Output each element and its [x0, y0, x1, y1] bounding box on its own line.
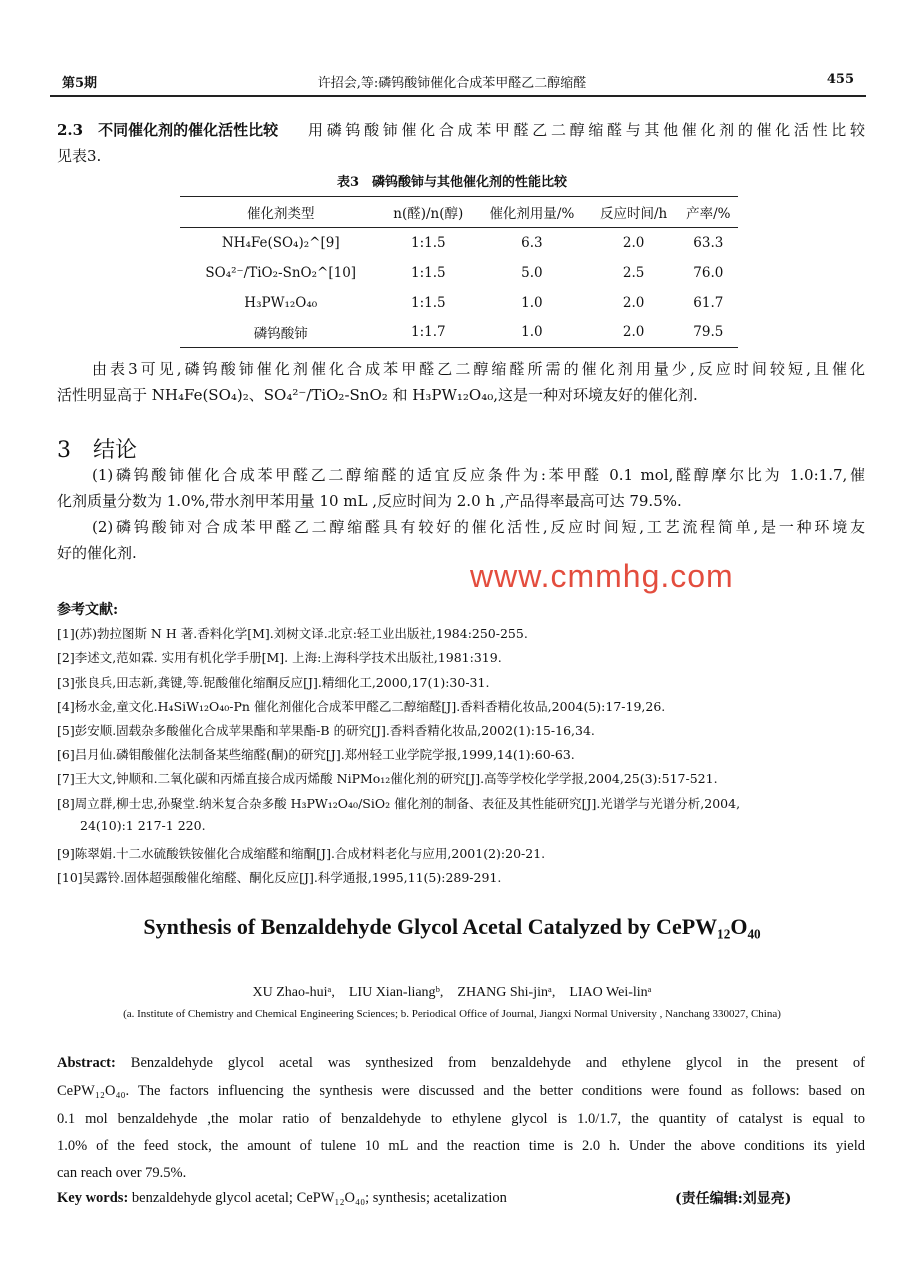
table-row	[180, 228, 738, 258]
references-heading: 参考文献:	[57, 602, 119, 618]
table-row	[180, 288, 738, 318]
table-header-row	[180, 197, 738, 228]
abstract-line: 0.1 mol benzaldehyde ,the molar ratio of benzaldehyde to ethylene glycol is 1.0/1.7, the quantity of catalyst is equal to	[57, 1111, 865, 1127]
table-cell: 1:1.5	[410, 294, 446, 311]
table-cell: 6.3	[521, 234, 543, 251]
conclusion-text: 化剂质量分数为 1.0%,带水剂甲苯用量 10 mL ,反应时间为 2.0 h ,产品得率最高可达 79.5%.	[57, 492, 682, 510]
table-cell: 5.0	[521, 264, 543, 281]
table-cell: 61.7	[693, 294, 724, 311]
table-cell: 磷钨酸铈	[253, 326, 308, 343]
table-cell: H₃PW₁₂O₄₀	[244, 294, 318, 311]
discussion-text: 由表3可见,磷钨酸铈催化剂催化合成苯甲醛乙二醇缩醛所需的催化剂用量少,反应时间较短,且催化	[92, 360, 865, 378]
section-2-3-text: 见表3.	[57, 147, 102, 165]
reference-item: [3]张良兵,田志新,龚键,等.铌酸催化缩酮反应[J].精细化工,2000,17(1):30-31.	[57, 675, 490, 690]
issue-number: 第5期	[62, 76, 98, 91]
abstract-line	[57, 1055, 865, 1072]
table-cell: 1.0	[521, 294, 543, 311]
abstract-line: can reach over 79.5%.	[57, 1165, 187, 1181]
english-title: Synthesis of Benzaldehyde Glycol Acetal Catalyzed by CePW₁₂O₄₀	[143, 914, 761, 939]
conclusion-text: 好的催化剂.	[57, 544, 137, 562]
discussion-text: 活性明显高于 NH₄Fe(SO₄)₂、SO₄²⁻/TiO₂-SnO₂ 和 H₃PW₁₂O₄₀,这是一种对环境友好的催化剂.	[57, 386, 698, 404]
table-cell: SO₄²⁻/TiO₂-SnO₂^[10]	[205, 264, 357, 281]
reference-item: [4]杨水金,童文化.H₄SiW₁₂O₄₀-Pn 催化剂催化合成苯甲醛乙二醇缩醛[J].香料香精化妆品,2004(5):17-19,26.	[57, 699, 666, 714]
reference-item: [5]彭安顺.固载杂多酸催化合成苹果酯和苹果酯-B 的研究[J].香料香精化妆品,2002(1):15-16,34.	[57, 723, 595, 738]
english-affiliation: (a. Institute of Chemistry and Chemical Engineering Sciences; b. Periodical Office of Journal, Jiangxi Normal University , Nanchang 330027, China)	[123, 1008, 781, 1020]
table-cell: NH₄Fe(SO₄)₂^[9]	[221, 234, 340, 251]
table-cell: 2.5	[622, 264, 645, 281]
reference-item: [10]吴露铃.固体超强酸催化缩醛、酮化反应[J].科学通报,1995,11(5):289-291.	[57, 870, 502, 885]
table-cell: 1:1.5	[410, 234, 446, 251]
section-3-heading: 3 结论	[57, 438, 137, 463]
running-title: 许招会,等:磷钨酸铈催化合成苯甲醛乙二醇缩醛	[317, 76, 587, 91]
reference-item: [9]陈翠娟.十二水硫酸铁铵催化合成缩醛和缩酮[J].合成材料老化与应用,2001(2):20-21.	[57, 846, 546, 861]
column-header: 产率/%	[686, 206, 731, 222]
abstract-label: Abstract:	[57, 1055, 116, 1071]
table-cell: 76.0	[693, 264, 724, 281]
table-row	[180, 318, 738, 348]
column-header: n(醛)/n(醇)	[393, 206, 464, 222]
table-row	[180, 258, 738, 288]
column-header: 反应时间/h	[600, 206, 668, 222]
table-cell: 1.0	[521, 324, 543, 341]
abstract-text: Benzaldehyde glycol acetal was synthesized from benzaldehyde and ethylene glycol in the present of	[130, 1055, 865, 1071]
table-cell: 1:1.5	[410, 264, 446, 281]
table-caption: 表3 磷钨酸铈与其他催化剂的性能比较	[336, 175, 568, 190]
page-number: 455	[826, 72, 854, 87]
reference-item: 24(10):1 217-1 220.	[80, 818, 206, 833]
editor-note: (责任编辑:刘显亮)	[675, 1191, 792, 1207]
table-cell: 2.0	[622, 294, 645, 311]
column-header: 催化剂类型	[246, 206, 315, 222]
keywords-label: Key words:	[57, 1190, 129, 1206]
conclusion-text: (1)磷钨酸铈催化合成苯甲醛乙二醇缩醛的适宜反应条件为:苯甲醛 0.1 mol,醛醇摩尔比为 1.0:1.7,催	[92, 466, 865, 484]
reference-item: [7]王大文,钟顺和.二氧化碳和丙烯直接合成丙烯酸 NiPMo₁₂催化剂的研究[J].高等学校化学学报,2004,25(3):517-521.	[57, 771, 718, 786]
abstract-line: 1.0% of the feed stock, the amount of tulene 10 mL and the reaction time is 2.0 h. Under the above conditions its yield	[57, 1138, 865, 1154]
english-authors: XU Zhao-huiᵃ, LIU Xian-liangᵇ, ZHANG Shi-jinᵃ, LIAO Wei-linᵃ	[252, 985, 652, 1000]
table-cell: 1:1.7	[410, 324, 446, 341]
table-cell: 2.0	[622, 324, 645, 341]
table-cell: 79.5	[693, 324, 724, 341]
reference-item: [8]周立群,柳士忠,孙聚堂.纳米复合杂多酸 H₃PW₁₂O₄₀/SiO₂ 催化剂的制备、表征及其性能研究[J].光谱学与光谱分析,2004,	[57, 796, 741, 811]
watermark: www.cmmhg.com	[470, 558, 734, 594]
reference-item: [2]李述文,范如霖. 实用有机化学手册[M]. 上海:上海科学技术出版社,1981:319.	[57, 650, 502, 665]
header-rule	[50, 95, 866, 97]
section-2-3-text: 用磷钨酸铈催化合成苯甲醛乙二醇缩醛与其他催化剂的催化活性比较	[308, 121, 865, 139]
catalyst-comparison-table	[180, 196, 738, 348]
table-cell: 2.0	[622, 234, 645, 251]
reference-item: [1](苏)勃拉图斯 N H 著.香料化学[M].刘树文译.北京:轻工业出版社,1984:250-255.	[57, 626, 528, 641]
keywords-line	[57, 1190, 507, 1207]
column-header: 催化剂用量/%	[489, 206, 575, 222]
table-cell: 63.3	[693, 234, 724, 251]
abstract-line: CePW₁₂O₄₀. The factors influencing the synthesis were discussed and the better conditions were found as follows: based on	[57, 1083, 865, 1099]
conclusion-text: (2)磷钨酸铈对合成苯甲醛乙二醇缩醛具有较好的催化活性,反应时间短,工艺流程简单,是一种环境友	[92, 518, 865, 536]
section-2-3-heading: 2.3 不同催化剂的催化活性比较	[57, 121, 279, 139]
reference-item: [6]吕月仙.磷钼酸催化法制备某些缩醛(酮)的研究[J].郑州轻工业学院学报,1999,14(1):60-63.	[57, 747, 575, 762]
keywords: benzaldehyde glycol acetal; CePW₁₂O₄₀; synthesis; acetalization	[131, 1190, 507, 1206]
